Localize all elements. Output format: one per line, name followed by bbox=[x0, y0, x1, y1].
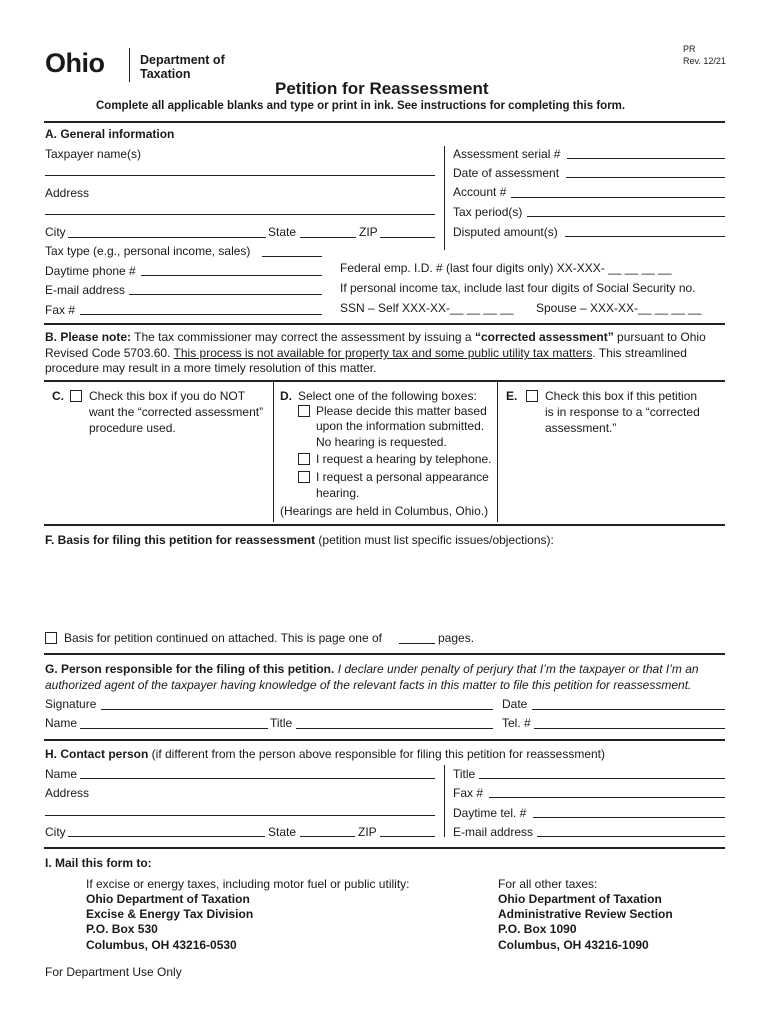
no-corrected-assessment-checkbox[interactable] bbox=[70, 390, 82, 402]
h-fax-field[interactable] bbox=[489, 797, 725, 798]
assessment-serial-field[interactable] bbox=[567, 158, 725, 159]
other-intro: For all other taxes: bbox=[498, 877, 598, 891]
section-b-line3: procedure may result in a more timely resolution of this matter. bbox=[45, 361, 377, 375]
h-email-field[interactable] bbox=[537, 836, 725, 837]
basis-continued-checkbox[interactable] bbox=[45, 632, 57, 644]
h-fax-label: Fax # bbox=[453, 786, 484, 800]
other-address-4: Columbus, OH 43216-1090 bbox=[498, 938, 649, 952]
section-d-letter: D. bbox=[280, 389, 292, 403]
g-name-label: Name bbox=[45, 716, 78, 730]
g-tel-label: Tel. # bbox=[502, 716, 531, 730]
form-title: Petition for Reassessment bbox=[275, 79, 489, 98]
tax-type-label: Tax type (e.g., personal income, sales) bbox=[45, 244, 251, 258]
federal-emp-id[interactable]: Federal emp. I.D. # (last four digits only) XX-XXX- __ __ __ __ bbox=[340, 261, 672, 275]
rule-top bbox=[44, 121, 725, 123]
section-e-line1: Check this box if this petition bbox=[545, 389, 698, 403]
telephone-hearing-checkbox[interactable] bbox=[298, 453, 310, 465]
section-f-heading: F. Basis for filing this petition for reassessment (petition must list specific issues/objections): bbox=[45, 533, 554, 547]
daytime-phone-field[interactable] bbox=[141, 275, 322, 276]
pages-label: pages. bbox=[438, 631, 475, 645]
assessment-serial-label: Assessment serial # bbox=[453, 147, 561, 161]
taxpayer-names-label: Taxpayer name(s) bbox=[45, 147, 142, 161]
section-i-heading: I. Mail this form to: bbox=[45, 856, 152, 870]
disputed-amounts-field[interactable] bbox=[565, 236, 725, 237]
section-c-letter: C. bbox=[52, 389, 64, 403]
rule-i bbox=[44, 847, 725, 849]
address-field[interactable] bbox=[45, 214, 435, 215]
g-date-label: Date bbox=[502, 697, 528, 711]
zip-label: ZIP bbox=[359, 225, 378, 239]
email-field[interactable] bbox=[129, 294, 322, 295]
section-g-heading: G. Person responsible for the filing of this petition. I declare under penalty of perjury that I’m the taxpayer or that I’m an bbox=[45, 662, 699, 676]
ohio-logo: Ohio bbox=[45, 48, 105, 78]
h-email-label: E-mail address bbox=[453, 825, 534, 839]
cd-divider bbox=[273, 382, 274, 522]
section-d-intro: Select one of the following boxes: bbox=[298, 389, 477, 403]
tax-type-field[interactable] bbox=[262, 256, 322, 257]
section-c-line2: want the “corrected assessment” bbox=[89, 405, 264, 419]
h-title-field[interactable] bbox=[479, 778, 725, 779]
h-name-label: Name bbox=[45, 767, 78, 781]
g-tel-field[interactable] bbox=[534, 728, 725, 729]
personal-hearing-checkbox[interactable] bbox=[298, 471, 310, 483]
h-name-field[interactable] bbox=[80, 778, 435, 779]
daytime-phone-label: Daytime phone # bbox=[45, 264, 136, 278]
fax-label: Fax # bbox=[45, 303, 76, 317]
opt1-line3: No hearing is requested. bbox=[316, 435, 447, 449]
h-state-field[interactable] bbox=[300, 836, 355, 837]
account-field[interactable] bbox=[511, 197, 725, 198]
signature-field[interactable] bbox=[101, 709, 493, 710]
h-title-label: Title bbox=[453, 767, 476, 781]
section-b-line2: Revised Code 5703.60. This process is not available for property tax and some public utility tax matters. This streamlined bbox=[45, 346, 687, 360]
section-e-line3: assessment.” bbox=[545, 421, 617, 435]
dept-line2: Taxation bbox=[140, 67, 191, 81]
h-address-field[interactable] bbox=[45, 815, 435, 816]
excise-address-3: P.O. Box 530 bbox=[86, 922, 158, 936]
excise-address-4: Columbus, OH 43216-0530 bbox=[86, 938, 237, 952]
h-city-label: City bbox=[45, 825, 66, 839]
revision: Rev. 12/21 bbox=[683, 56, 726, 66]
tax-periods-field[interactable] bbox=[527, 216, 725, 217]
basis-continued-label: Basis for petition continued on attached. This is page one of bbox=[64, 631, 382, 645]
section-c-line1: Check this box if you do NOT bbox=[89, 389, 246, 403]
opt1-line2: upon the information submitted. bbox=[316, 419, 485, 433]
section-e-letter: E. bbox=[506, 389, 518, 403]
h-daytime-tel-field[interactable] bbox=[533, 817, 725, 818]
dept-line1: Department of bbox=[140, 53, 225, 67]
fax-field[interactable] bbox=[80, 314, 322, 315]
rule-f bbox=[44, 524, 725, 526]
date-of-assessment-label: Date of assessment bbox=[453, 166, 560, 180]
opt3-line1: I request a personal appearance bbox=[316, 470, 489, 484]
ssn-self[interactable]: SSN – Self XXX-XX-__ __ __ __ bbox=[340, 301, 514, 315]
opt2: I request a hearing by telephone. bbox=[316, 452, 492, 466]
email-label: E-mail address bbox=[45, 283, 126, 297]
h-city-field[interactable] bbox=[68, 836, 265, 837]
section-e-line2: is in response to a “corrected bbox=[545, 405, 700, 419]
state-field[interactable] bbox=[300, 237, 356, 238]
excise-intro: If excise or energy taxes, including motor fuel or public utility: bbox=[86, 877, 410, 891]
city-field[interactable] bbox=[68, 237, 266, 238]
form-instructions: Complete all applicable blanks and type or print in ink. See instructions for completing this form. bbox=[96, 100, 626, 112]
hearing-location-note: (Hearings are held in Columbus, Ohio.) bbox=[280, 504, 489, 518]
rule-g bbox=[44, 653, 725, 655]
g-name-field[interactable] bbox=[80, 728, 268, 729]
city-label: City bbox=[45, 225, 66, 239]
tax-periods-label: Tax period(s) bbox=[453, 205, 523, 219]
excise-address-1: Ohio Department of Taxation bbox=[86, 892, 250, 906]
de-divider bbox=[497, 382, 498, 522]
decide-on-info-checkbox[interactable] bbox=[298, 405, 310, 417]
g-date-field[interactable] bbox=[532, 709, 725, 710]
section-c-line3: procedure used. bbox=[89, 421, 176, 435]
disputed-amounts-label: Disputed amount(s) bbox=[453, 225, 558, 239]
h-zip-field[interactable] bbox=[380, 836, 435, 837]
zip-field[interactable] bbox=[380, 237, 435, 238]
basis-text-area[interactable] bbox=[45, 552, 725, 622]
state-label: State bbox=[268, 225, 297, 239]
section-h-heading: H. Contact person (if different from the person above responsible for filing this petition for reassessment) bbox=[45, 747, 606, 761]
g-title-field[interactable] bbox=[296, 728, 493, 729]
h-address-label: Address bbox=[45, 786, 90, 800]
opt3-line2: hearing. bbox=[316, 486, 360, 500]
personal-income-note: If personal income tax, include last four digits of Social Security no. bbox=[340, 281, 696, 295]
account-label: Account # bbox=[453, 185, 507, 199]
section-a-heading: A. General information bbox=[45, 127, 175, 141]
section-a-divider bbox=[444, 146, 445, 250]
h-daytime-tel-label: Daytime tel. # bbox=[453, 806, 527, 820]
rule-b bbox=[44, 323, 725, 325]
form-code: PR bbox=[683, 44, 696, 54]
corrected-assessment-response-checkbox[interactable] bbox=[526, 390, 538, 402]
page-count-field[interactable] bbox=[399, 643, 435, 644]
section-g-declaration: authorized agent of the taxpayer having knowledge of the relevant facts in this matter to file this petition for reassessment. bbox=[45, 678, 692, 692]
other-address-2: Administrative Review Section bbox=[498, 907, 673, 921]
other-address-3: P.O. Box 1090 bbox=[498, 922, 577, 936]
g-title-label: Title bbox=[270, 716, 293, 730]
ssn-spouse[interactable]: Spouse – XXX-XX-__ __ __ __ bbox=[536, 301, 702, 315]
h-state-label: State bbox=[268, 825, 297, 839]
date-of-assessment-field[interactable] bbox=[566, 177, 725, 178]
section-b-line1: B. Please note: The tax commissioner may correct the assessment by issuing a “corrected assessment” pursuant to Ohio bbox=[45, 330, 706, 344]
h-zip-label: ZIP bbox=[358, 825, 377, 839]
other-address-1: Ohio Department of Taxation bbox=[498, 892, 662, 906]
rule-cde bbox=[44, 380, 725, 382]
signature-label: Signature bbox=[45, 697, 97, 711]
taxpayer-names-field[interactable] bbox=[45, 175, 435, 176]
opt1-line1: Please decide this matter based bbox=[316, 404, 487, 418]
section-h-divider bbox=[444, 765, 445, 837]
department-use-label: For Department Use Only bbox=[45, 965, 182, 979]
logo-divider bbox=[129, 48, 130, 82]
excise-address-2: Excise & Energy Tax Division bbox=[86, 907, 254, 921]
address-label: Address bbox=[45, 186, 90, 200]
rule-h bbox=[44, 739, 725, 741]
